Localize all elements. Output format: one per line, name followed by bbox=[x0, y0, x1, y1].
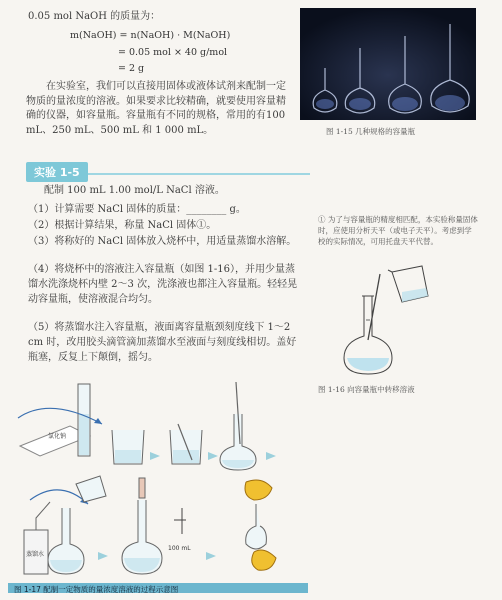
weigh-paper-label: 氯化钠 bbox=[48, 433, 67, 440]
side-note: ① 为了与容量瓶的精度相匹配，本实验称量固体时，应使用分析天平（或电子天平）。考虑到学校的实际情况，可用托盘天平代替。 bbox=[318, 215, 478, 246]
experiment-step: （2）根据计算结果，称量 NaCl 固体①。 bbox=[28, 220, 217, 231]
experiment-step: （4）将烧杯中的溶液注入容量瓶（如图 1-16），并用少量蒸馏水洗涤烧杯内壁 2～3 次，洗涤液也都注入容量瓶。轻轻晃动容量瓶，使溶液混合均匀。 bbox=[28, 264, 298, 305]
process-row-2 bbox=[10, 470, 310, 582]
experiment-intro: 配制 100 mL 1.00 mol/L NaCl 溶液。 bbox=[44, 185, 225, 196]
transfer-illustration bbox=[330, 262, 450, 382]
figure-transfer bbox=[330, 262, 450, 382]
process-row-2-graphic bbox=[10, 470, 310, 582]
experiment-step: （1）计算需要 NaCl 固体的质量：________ g。 bbox=[28, 204, 246, 215]
flask-photo-graphic bbox=[300, 8, 476, 120]
bottom-caption: 图 1-17 配制一定物质的量浓度溶液的过程示意图 bbox=[14, 585, 179, 594]
equation-line: = 0.05 mol × 40 g/mol bbox=[118, 47, 228, 58]
experiment-step: （5）将蒸馏水注入容量瓶，液面离容量瓶颈刻度线下 1～2 cm 时，改用胶头滴管滴加蒸馏水至液面与刻度线相切。盖好瓶塞，反复上下颠倒，摇匀。 bbox=[28, 322, 297, 363]
paragraph: 在实验室，我们可以直接用固体或液体试剂来配制一定物质的量浓度的溶液。如果要求比较精确，就要使用容量精确的仪器，如容量瓶。容量瓶有不同的规格，常用的有100 mL、250 mL、500 mL 和 1 000 mL。 bbox=[26, 81, 286, 136]
experiment-step: （3）将称好的 NaCl 固体放入烧杯中，用适量蒸馏水溶解。 bbox=[28, 236, 297, 247]
text-line: 0.05 mol NaOH 的质量为： bbox=[28, 11, 161, 22]
equation-line: = 2 g bbox=[118, 63, 145, 74]
figure-caption: 图 1-16 向容量瓶中转移溶液 bbox=[318, 385, 415, 394]
flask-photo bbox=[300, 8, 476, 120]
figure-caption: 图 1-15 几种规格的容量瓶 bbox=[326, 127, 416, 136]
flask-label: 100 mL bbox=[168, 545, 191, 552]
process-row-1 bbox=[10, 374, 310, 474]
equation-line: m(NaOH) = n(NaOH) · M(NaOH) bbox=[70, 30, 231, 41]
bottle-label: 蒸馏水 bbox=[26, 551, 45, 558]
process-row-1-graphic bbox=[10, 374, 310, 474]
experiment-badge: 实验 1-5 bbox=[26, 162, 88, 182]
